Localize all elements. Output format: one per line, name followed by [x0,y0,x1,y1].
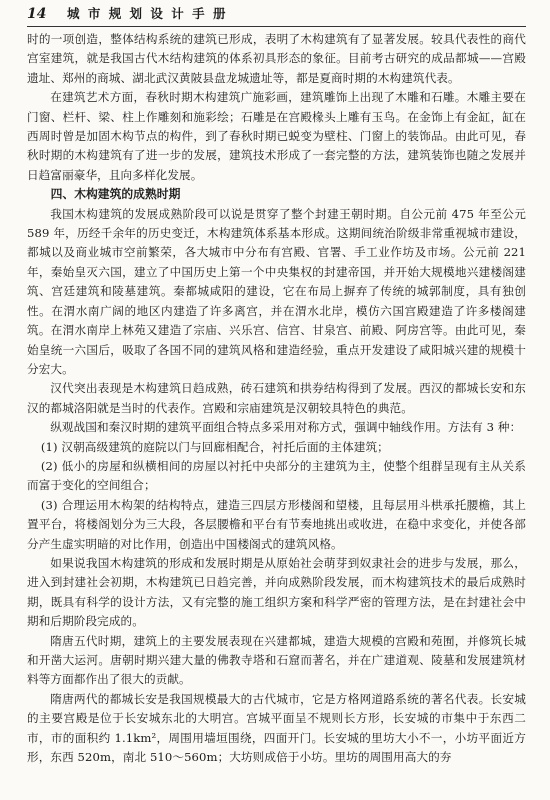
page-number: 14 [27,6,47,22]
page-header [27,0,526,27]
paragraph: 我国木构建筑的发展成熟阶段可以说是贯穿了整个封建王朝时期。自公元前 475 年至公元 589 年，历经千余年的历史变迁，木构建筑体系基本形成。这期间统治阶级非常重视城市建设，都城以及商业城市空前繁荣，各大城市中分布有宫殿、官署、手工业作坊及市场。公元前 221 年，秦始皇灭六国，建立了中国历史上第一个中央集权的封建帝国，并开始大规模地兴建楼阁建筑、宫廷建筑和陵墓建筑。秦都城咸阳的建设，它在布局上摒弃了传统的城郭制度，具有独创性。在渭水南广阔的地区内建造了许多离宫，并在渭水北岸，模仿六国宫殿建造了许多楼阁建筑。在渭水南岸上林苑又建造了宗庙、兴乐宫、信宫、甘泉宫、前殿、阿房宫等。由此可见，秦始皇统一六国后，吸取了各国不同的建筑风格和建造经验，重点开发建设了咸阳城兴建的规模十分宏大。 [27,206,526,376]
page-body [27,27,526,767]
paragraph: 隋唐两代的都城长安是我国规模最大的古代城市，它是方格网道路系统的著名代表。长安城的主要宫殿是位于长安城东北的大明宫。宫城平面呈不规则长方形，长安城的市集中于东西二市，市的面积约 1.1km²，周围用墙垣围绕，四面开门。长安城的里坊大小不一，小坊平面近方形，东西 520m，南北 510～560m；大坊则成倍于小坊。里坊的周围用高大的夯 [27,691,526,765]
running-title: 城 市 规 划 设 计 手 册 [67,6,228,21]
paragraph: 纵观战国和秦汉时期的建筑平面组合特点多采用对称方式，强调中轴线作用。方法有 3 种： [50,420,522,435]
paragraph: 隋唐五代时期，建筑上的主要发展表现在兴建都城，建造大规模的宫殿和苑囿，并修筑长城和开凿大运河。唐朝时期兴建大量的佛教寺塔和石窟而著名，并在广建道观、陵墓和发展建筑材料等方面都作出了很大的贡献。 [27,633,526,687]
paragraph: 如果说我国木构建筑的形成和发展时期是从原始社会萌芽到奴隶社会的进步与发展，那么，进入到封建社会初期，木构建筑已日趋完善，并向成熟阶段发展，而木构建筑技术的最后成熟时期，既具有科学的设计方法，又有完整的施工组织方案和科学严密的管理方法，是在封建社会中期和后期阶段完成的。 [27,555,526,629]
list-item: (3) 合理运用木构架的结构特点，建造三四层方形楼阁和望楼，且每层用斗栱承托腰檐，其上置平台，将楼阁划分为三大段，各层腰檐和平台有节奏地挑出或收进，在稳中求变化，并使各部分产生虚实明暗的对比作用，创造出中国楼阁式的建筑风格。 [27,497,526,551]
section-heading: 四、木构建筑的成熟时期 [50,187,181,202]
paragraph: 在建筑艺术方面，春秋时期木构建筑广施彩画，建筑雕饰上出现了木雕和石雕。木雕主要在门窗、栏杆、梁、柱上作雕刻和施彩绘；石雕是在宫殿椽头上雕有玉鸟。在金饰上有金缸，缸在西周时曾是加固木构节点的构件，到了春秋时期已蜕变为壁柱、门窗上的装饰品。由此可见，春秋时期的木构建筑有了进一步的发展，建筑技术形成了一套完整的方法，建筑装饰也随之发展并日趋富丽豪华，且向多样化发展。 [27,90,526,182]
paragraph: 汉代突出表现是木构建筑日趋成熟，砖石建筑和拱券结构得到了发展。西汉的都城长安和东汉的都城洛阳就是当时的代表作。宫殿和宗庙建筑是汉朝较具特色的典范。 [27,381,526,415]
list-item: (1) 汉朝高级建筑的庭院以门与回廊相配合，衬托后面的主体建筑； [40,439,389,454]
list-item: (2) 低小的房屋和纵横相间的房屋以衬托中央部分的主建筑为主，使整个组群呈现有主从关系而富于变化的空间组合； [27,458,526,493]
paragraph: 时的一项创造，整体结构系统的建筑已形成，表明了木构建筑有了显著发展。较具代表性的商代宫室建筑，就是我国古代木结构建筑的体系初具形态的象征。目前考古研究的成品都城——宫殿遗址、郑州的商城、湖北武汉黄陂县盘龙城遗址等，都是夏商时期的木构建筑代表。 [27,32,526,85]
